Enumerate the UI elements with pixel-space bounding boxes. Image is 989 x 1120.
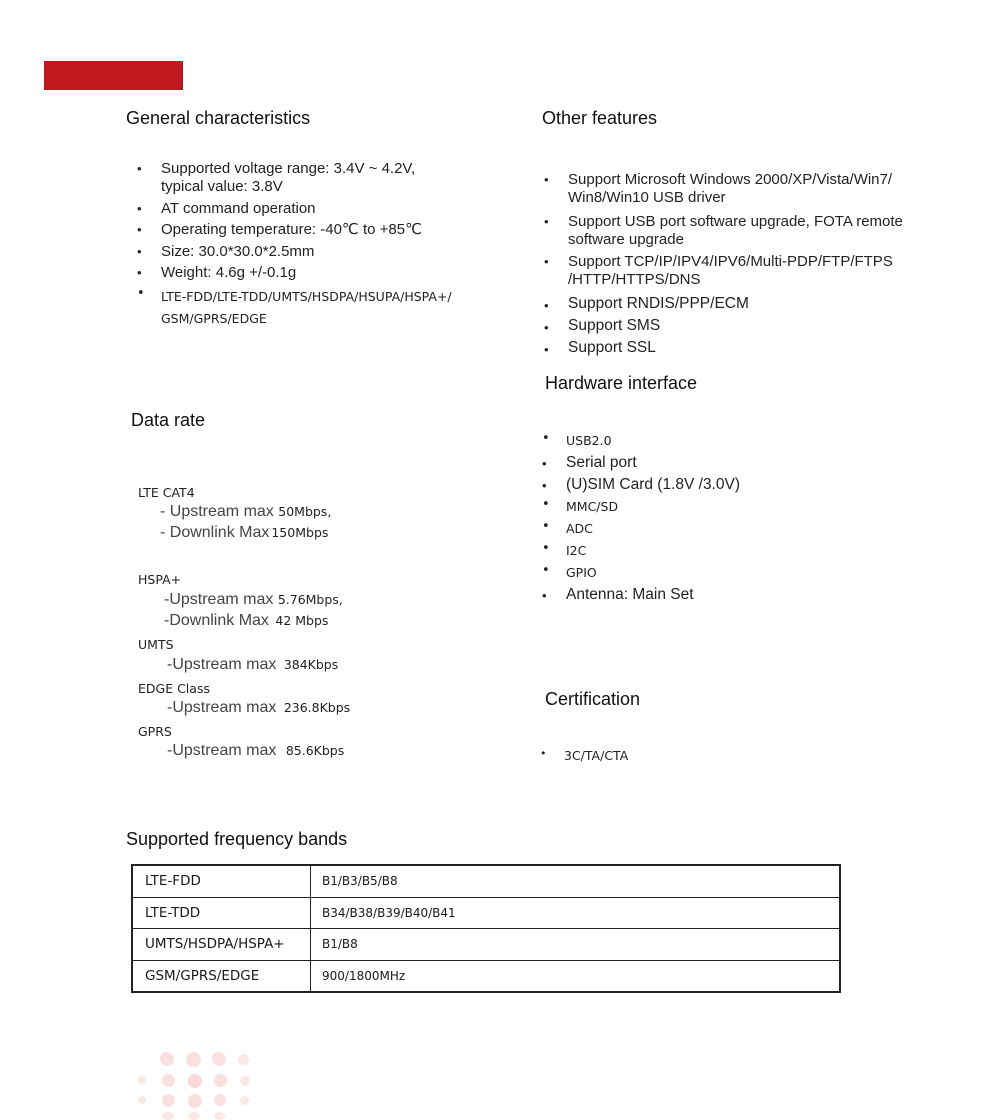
list-item: • Supported voltage range: 3.4V ~ 4.2V, typical value: 3.8V (137, 160, 416, 195)
list-item: • Weight: 4.6g +/-0.1g (137, 264, 297, 281)
certification-list (540, 745, 764, 767)
lte-cat4-label: LTE CAT4 (138, 485, 195, 500)
other-features-list (544, 171, 968, 359)
hardware-interface-list (542, 430, 926, 606)
table-row (132, 960, 840, 992)
list-item: • AT command operation (137, 199, 316, 217)
band-values-cell: 900/1800MHz (311, 960, 841, 992)
list-item: • Antenna: Main Set (542, 586, 694, 603)
edge-upstream-row: -Upstream max 236.8Kbps (167, 699, 351, 716)
table-row (132, 929, 840, 961)
list-item: • Support SSL (544, 339, 656, 357)
band-mode-cell: UMTS/HSDPA/HSPA+ (132, 929, 311, 961)
list-item: • Size: 30.0*30.0*2.5mm (137, 242, 315, 260)
list-item: • 3C/TA/CTA (540, 747, 629, 763)
hspa-downlink-row: -Downlink Max 42 Mbps (164, 612, 329, 629)
list-item: • I2C (542, 541, 587, 558)
accent-bar (44, 61, 183, 90)
band-values-cell: B34/B38/B39/B40/B41 (311, 897, 841, 929)
lte-downlink-row: - Downlink Max 150Mbps (160, 524, 329, 541)
list-item: • Support USB port software upgrade, FOTA remote software upgrade (544, 213, 903, 248)
list-item: • Operating temperature: -40℃ to +85℃ (137, 221, 422, 238)
umts-upstream-row: -Upstream max 384Kbps (167, 656, 339, 673)
data-rate-heading: Data rate (131, 410, 206, 430)
hspa-upstream-row: -Upstream max 5.76Mbps, (164, 591, 343, 608)
band-mode-cell: GSM/GPRS/EDGE (132, 960, 311, 992)
lte-upstream-row: - Upstream max 50Mbps, (160, 503, 332, 520)
table-row (132, 865, 840, 897)
edge-class-label: EDGE Class (138, 681, 210, 696)
list-item: • Support Microsoft Windows 2000/XP/Vista/Win7/ Win8/Win10 USB driver (544, 171, 893, 206)
list-item: • MMC/SD (542, 497, 619, 514)
list-item: • Serial port (542, 454, 637, 471)
band-values-cell: B1/B3/B5/B8 (311, 865, 841, 897)
certification-heading: Certification (545, 689, 641, 709)
list-item: • Support RNDIS/PPP/ECM (544, 295, 749, 313)
band-mode-cell: LTE-FDD (132, 865, 311, 897)
hspa-label: HSPA+ (138, 572, 182, 587)
list-item: • (U)SIM Card (1.8V /3.0V) (542, 476, 740, 493)
list-item: • USB2.0 (542, 431, 612, 448)
gprs-upstream-row: -Upstream max 85.6Kbps (167, 742, 345, 759)
general-characteristics-heading: General characteristics (126, 108, 311, 128)
table-row (132, 897, 840, 929)
band-values-cell: B1/B8 (311, 929, 841, 961)
list-item: • Support TCP/IP/IPV4/IPV6/Multi-PDP/FTP/FTPS /HTTP/HTTPS/DNS (544, 253, 893, 288)
band-mode-cell: LTE-TDD (132, 897, 311, 929)
gprs-label: GPRS (138, 724, 172, 739)
other-features-heading: Other features (542, 108, 658, 128)
decorative-dot-pattern (130, 1010, 370, 1117)
list-item: • Support SMS (544, 317, 661, 335)
general-characteristics-list (137, 160, 501, 333)
frequency-bands-table (131, 864, 841, 993)
list-item: • ADC (542, 519, 593, 536)
umts-label: UMTS (138, 637, 174, 652)
hardware-interface-heading: Hardware interface (545, 373, 698, 393)
list-item: • GPIO (542, 563, 597, 580)
list-item: • LTE-FDD/LTE-TDD/UMTS/HSDPA/HSUPA/HSPA+/ GSM/GPRS/EDGE (137, 285, 452, 326)
frequency-bands-heading: Supported frequency bands (126, 829, 348, 849)
